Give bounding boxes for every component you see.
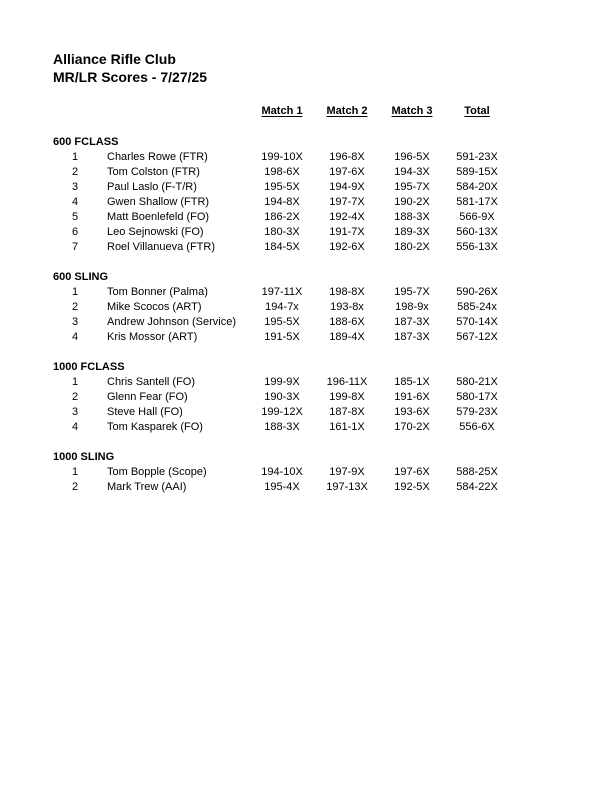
table-row <box>53 405 509 420</box>
score-table <box>53 104 509 495</box>
place-cell: 3 <box>71 181 79 193</box>
place-cell: 2 <box>71 166 79 178</box>
place-cell: 2 <box>71 301 79 313</box>
match3-score-cell: 197-6X <box>394 466 430 478</box>
table-row <box>53 330 509 345</box>
match1-score-cell: 194-10X <box>261 466 303 478</box>
match3-score-cell: 187-3X <box>394 331 430 343</box>
match2-score-cell: 191-7X <box>329 226 365 238</box>
section-header: 600 FCLASS <box>53 136 119 148</box>
section-rows <box>53 150 509 255</box>
match3-score-cell: 191-6X <box>394 391 430 403</box>
place-cell: 1 <box>71 376 79 388</box>
match1-score-cell: 198-6X <box>264 166 300 178</box>
match1-score-cell: 188-3X <box>264 421 300 433</box>
match2-score-cell: 193-8x <box>330 301 364 313</box>
place-cell: 4 <box>71 331 79 343</box>
place-cell: 2 <box>71 391 79 403</box>
shooter-cell: Kris Mossor (ART) <box>107 331 198 343</box>
match2-score-cell: 197-13X <box>326 481 368 493</box>
table-row <box>53 210 509 225</box>
place-header-spacer <box>53 104 97 119</box>
table-row <box>53 285 509 300</box>
section-rows <box>53 465 509 495</box>
match2-score-cell: 161-1X <box>329 421 365 433</box>
table-row <box>53 465 509 480</box>
place-cell: 2 <box>71 481 79 493</box>
place-cell: 3 <box>71 316 79 328</box>
shooter-cell: Glenn Fear (FO) <box>107 391 188 403</box>
place-cell: 4 <box>71 196 79 208</box>
total-score-cell: 581-17X <box>456 196 498 208</box>
shooter-cell: Steve Hall (FO) <box>107 406 183 418</box>
column-header-row <box>53 104 509 119</box>
score-section <box>53 135 509 255</box>
match2-score-cell: 196-8X <box>329 151 365 163</box>
shooter-cell: Leo Sejnowski (FO) <box>107 226 204 238</box>
match2-score-cell: 197-6X <box>329 166 365 178</box>
table-row <box>53 180 509 195</box>
match3-score-cell: 189-3X <box>394 226 430 238</box>
match1-score-cell: 199-10X <box>261 151 303 163</box>
match2-score-cell: 189-4X <box>329 331 365 343</box>
place-cell: 1 <box>71 466 79 478</box>
table-row <box>53 150 509 165</box>
place-cell: 5 <box>71 211 79 223</box>
total-score-cell: 560-13X <box>456 226 498 238</box>
shooter-cell: Andrew Johnson (Service) <box>107 316 237 328</box>
column-header-total <box>445 104 509 119</box>
match1-score-cell: 195-4X <box>264 481 300 493</box>
place-cell: 1 <box>71 151 79 163</box>
total-score-cell: 588-25X <box>456 466 498 478</box>
section-header: 1000 SLING <box>53 451 115 463</box>
shooter-cell: Mike Scocos (ART) <box>107 301 202 313</box>
column-header-total-label: Total <box>464 105 490 117</box>
total-score-cell: 584-22X <box>456 481 498 493</box>
total-score-cell: 590-26X <box>456 286 498 298</box>
match3-score-cell: 193-6X <box>394 406 430 418</box>
score-section <box>53 450 509 495</box>
club-name: Alliance Rifle Club <box>53 51 176 67</box>
match3-score-cell: 192-5X <box>394 481 430 493</box>
match1-score-cell: 184-5X <box>264 241 300 253</box>
table-row <box>53 300 509 315</box>
match3-score-cell: 188-3X <box>394 211 430 223</box>
table-row <box>53 165 509 180</box>
place-cell: 3 <box>71 406 79 418</box>
table-row <box>53 315 509 330</box>
match1-score-cell: 197-11X <box>261 286 303 298</box>
match1-score-cell: 186-2X <box>264 211 300 223</box>
table-row <box>53 225 509 240</box>
match3-score-cell: 194-3X <box>394 166 430 178</box>
place-cell: 7 <box>71 241 79 253</box>
score-section <box>53 270 509 345</box>
place-cell: 4 <box>71 421 79 433</box>
table-row <box>53 240 509 255</box>
match2-score-cell: 198-8X <box>329 286 365 298</box>
total-score-cell: 584-20X <box>456 181 498 193</box>
match1-score-cell: 180-3X <box>264 226 300 238</box>
table-row <box>53 390 509 405</box>
table-row <box>53 420 509 435</box>
total-score-cell: 580-21X <box>456 376 498 388</box>
match3-score-cell: 185-1X <box>394 376 430 388</box>
match3-score-cell: 196-5X <box>394 151 430 163</box>
match2-score-cell: 188-6X <box>329 316 365 328</box>
total-score-cell: 591-23X <box>456 151 498 163</box>
name-header-spacer <box>97 104 249 119</box>
document-title <box>53 50 207 86</box>
shooter-cell: Tom Kasparek (FO) <box>107 421 203 433</box>
table-row <box>53 195 509 210</box>
column-header-match3 <box>379 104 445 119</box>
score-section <box>53 360 509 435</box>
shooter-cell: Roel Villanueva (FTR) <box>107 241 216 253</box>
match2-score-cell: 199-8X <box>329 391 365 403</box>
column-header-match2 <box>315 104 379 119</box>
match2-score-cell: 197-9X <box>329 466 365 478</box>
shooter-cell: Paul Laslo (F-T/R) <box>107 181 197 193</box>
total-score-cell: 585-24x <box>457 301 497 313</box>
match1-score-cell: 191-5X <box>264 331 300 343</box>
shooter-cell: Tom Bopple (Scope) <box>107 466 207 478</box>
match1-score-cell: 199-9X <box>264 376 300 388</box>
match3-score-cell: 190-2X <box>394 196 430 208</box>
match3-score-cell: 195-7X <box>394 181 430 193</box>
total-score-cell: 556-6X <box>459 421 495 433</box>
match2-score-cell: 192-6X <box>329 241 365 253</box>
shooter-cell: Mark Trew (AAI) <box>107 481 187 493</box>
match3-score-cell: 180-2X <box>394 241 430 253</box>
match3-score-cell: 195-7X <box>394 286 430 298</box>
shooter-cell: Chris Santell (FO) <box>107 376 196 388</box>
total-score-cell: 566-9X <box>459 211 495 223</box>
shooter-cell: Gwen Shallow (FTR) <box>107 196 210 208</box>
shooter-cell: Tom Colston (FTR) <box>107 166 200 178</box>
section-rows <box>53 375 509 435</box>
shooter-cell: Charles Rowe (FTR) <box>107 151 208 163</box>
section-rows <box>53 285 509 345</box>
match1-score-cell: 190-3X <box>264 391 300 403</box>
match3-score-cell: 170-2X <box>394 421 430 433</box>
match1-score-cell: 199-12X <box>261 406 303 418</box>
match2-score-cell: 187-8X <box>329 406 365 418</box>
total-score-cell: 579-23X <box>456 406 498 418</box>
match1-score-cell: 194-7x <box>265 301 299 313</box>
total-score-cell: 567-12X <box>456 331 498 343</box>
section-header: 600 SLING <box>53 271 109 283</box>
report-subtitle: MR/LR Scores - 7/27/25 <box>53 69 208 85</box>
match1-score-cell: 195-5X <box>264 181 300 193</box>
match2-score-cell: 196-11X <box>326 376 368 388</box>
column-header-match2-label: Match 2 <box>326 105 368 117</box>
total-score-cell: 556-13X <box>456 241 498 253</box>
column-header-match1-label: Match 1 <box>261 105 303 117</box>
match1-score-cell: 194-8X <box>264 196 300 208</box>
section-header: 1000 FCLASS <box>53 361 125 373</box>
match2-score-cell: 194-9X <box>329 181 365 193</box>
match2-score-cell: 192-4X <box>329 211 365 223</box>
total-score-cell: 580-17X <box>456 391 498 403</box>
score-sections <box>53 135 509 495</box>
table-row <box>53 375 509 390</box>
match3-score-cell: 187-3X <box>394 316 430 328</box>
place-cell: 6 <box>71 226 79 238</box>
column-header-match1 <box>249 104 315 119</box>
column-header-match3-label: Match 3 <box>391 105 433 117</box>
match3-score-cell: 198-9x <box>395 301 429 313</box>
table-row <box>53 480 509 495</box>
match2-score-cell: 197-7X <box>329 196 365 208</box>
shooter-cell: Matt Boenlefeld (FO) <box>107 211 210 223</box>
shooter-cell: Tom Bonner (Palma) <box>107 286 208 298</box>
total-score-cell: 589-15X <box>456 166 498 178</box>
match1-score-cell: 195-5X <box>264 316 300 328</box>
place-cell: 1 <box>71 286 79 298</box>
total-score-cell: 570-14X <box>456 316 498 328</box>
